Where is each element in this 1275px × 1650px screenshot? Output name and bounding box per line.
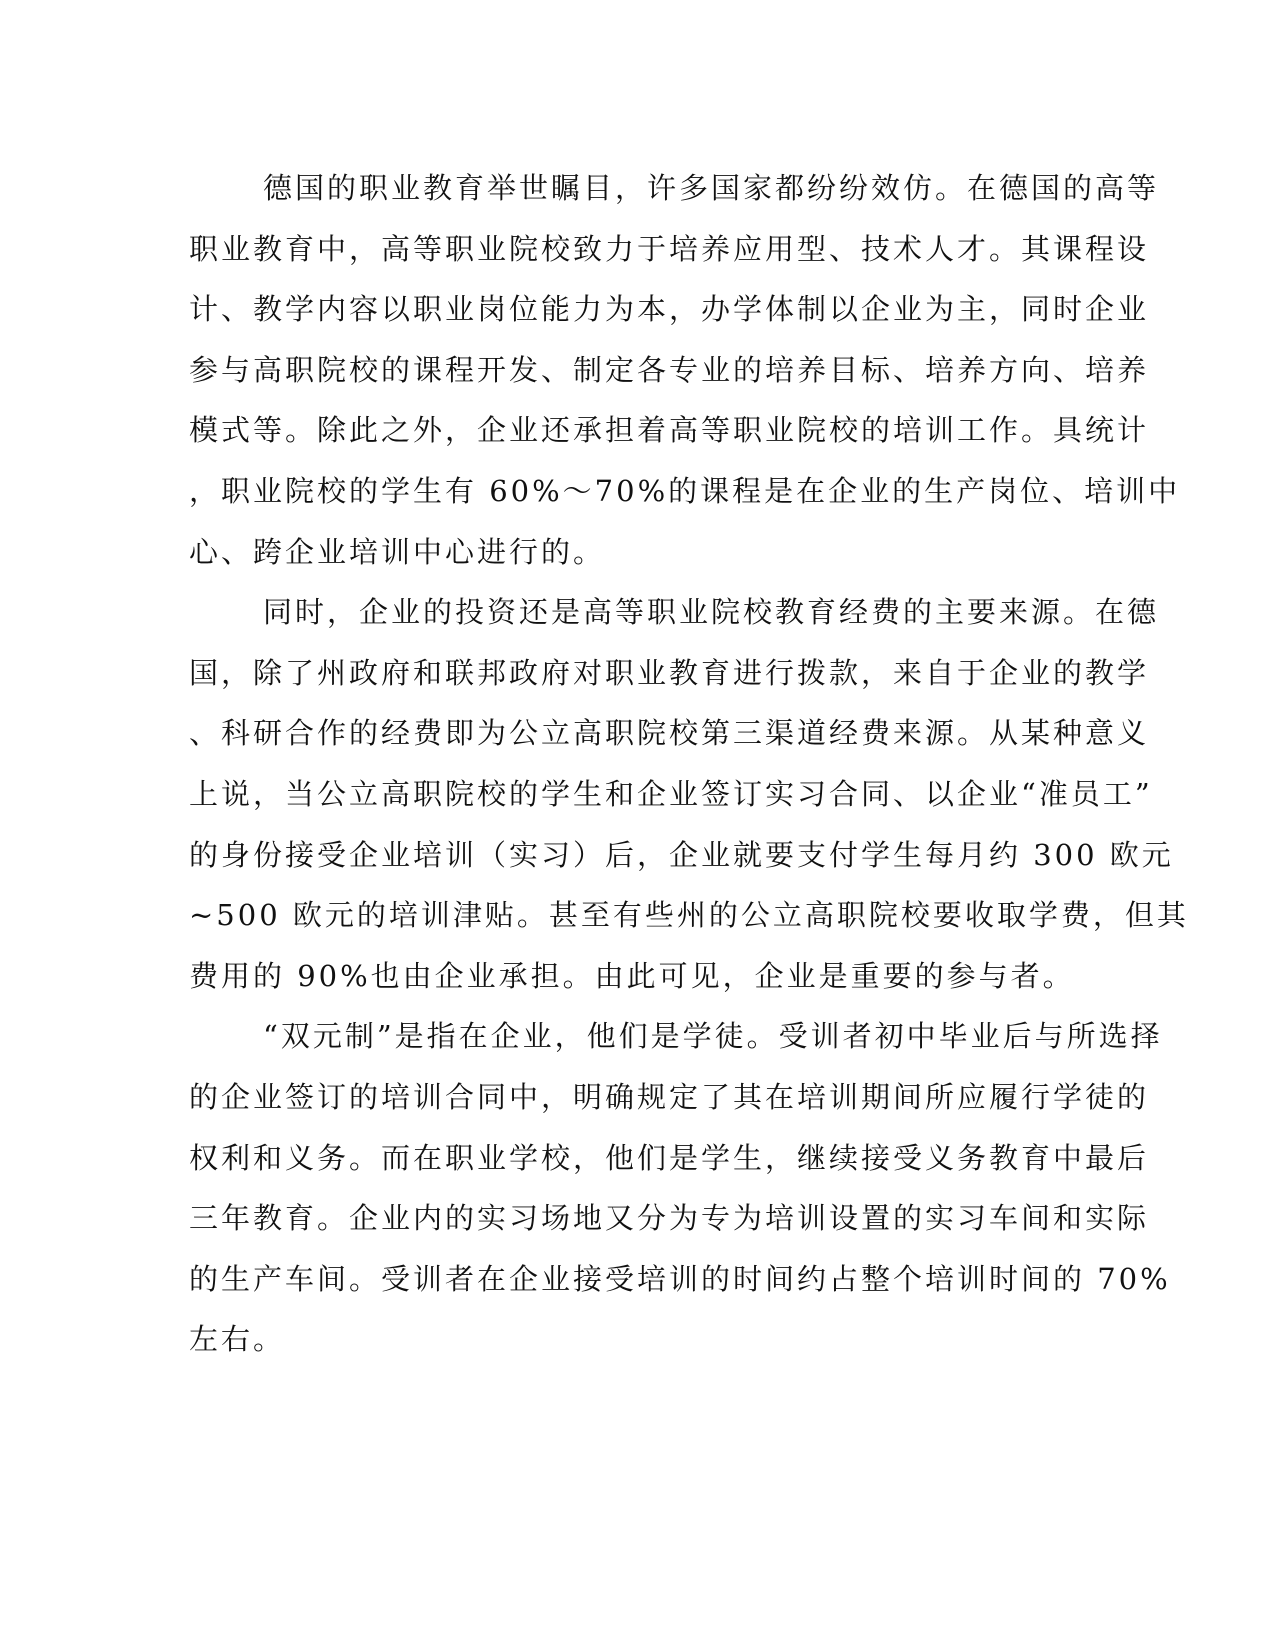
paragraph-line: 德国的职业教育举世瞩目，许多国家都纷纷效仿。在德国的高等	[263, 171, 1160, 205]
paragraph-line: 计、教学内容以职业岗位能力为本，办学体制以企业为主，同时企业	[189, 292, 1150, 327]
paragraph-line: 职业教育中，高等职业院校致力于培养应用型、技术人才。其课程设	[189, 231, 1150, 266]
paragraph-2	[189, 582, 1189, 1006]
paragraph-line: 左右。	[189, 1322, 286, 1357]
paragraph-line: 的企业签订的培训合同中，明确规定了其在培训期间所应履行学徒的	[189, 1079, 1150, 1114]
paragraph-1	[189, 158, 1181, 582]
paragraph-line: ，职业院校的学生有 60%～70%的课程是在企业的生产岗位、培训中	[189, 473, 1181, 508]
paragraph-line: 权利和义务。而在职业学校，他们是学生，继续接受义务教育中最后	[189, 1140, 1150, 1175]
paragraph-line: 费用的 90%也由企业承担。由此可见，企业是重要的参与者。	[189, 958, 1075, 993]
paragraph-3	[189, 1006, 1171, 1370]
paragraph-line: 三年教育。企业内的实习场地又分为专为培训设置的实习车间和实际	[189, 1201, 1150, 1236]
paragraph-line: 国，除了州政府和联邦政府对职业教育进行拨款，来自于企业的教学	[189, 655, 1150, 690]
paragraph-line: 的身份接受企业培训（实习）后，企业就要支付学生每月约 300 欧元	[189, 837, 1174, 872]
paragraph-line: 同时，企业的投资还是高等职业院校教育经费的主要来源。在德	[263, 595, 1160, 630]
paragraph-line: 心、跨企业培训中心进行的。	[189, 534, 606, 569]
paragraph-line: 模式等。除此之外，企业还承担着高等职业院校的培训工作。具统计	[189, 413, 1150, 448]
paragraph-line: “双元制”是指在企业，他们是学徒。受训者初中毕业后与所选择	[263, 1019, 1163, 1054]
paragraph-line: 、科研合作的经费即为公立高职院校第三渠道经费来源。从某种意义	[189, 716, 1150, 751]
paragraph-line: 的生产车间。受训者在企业接受培训的时间约占整个培训时间的 70%	[189, 1261, 1171, 1296]
document-body	[189, 158, 1189, 1370]
paragraph-line: 上说，当公立高职院校的学生和企业签订实习合同、以企业“准员工”	[189, 776, 1153, 811]
paragraph-line: 参与高职院校的课程开发、制定各专业的培养目标、培养方向、培养	[189, 352, 1150, 387]
paragraph-line: ~500 欧元的培训津贴。甚至有些州的公立高职院校要收取学费，但其	[189, 898, 1189, 933]
